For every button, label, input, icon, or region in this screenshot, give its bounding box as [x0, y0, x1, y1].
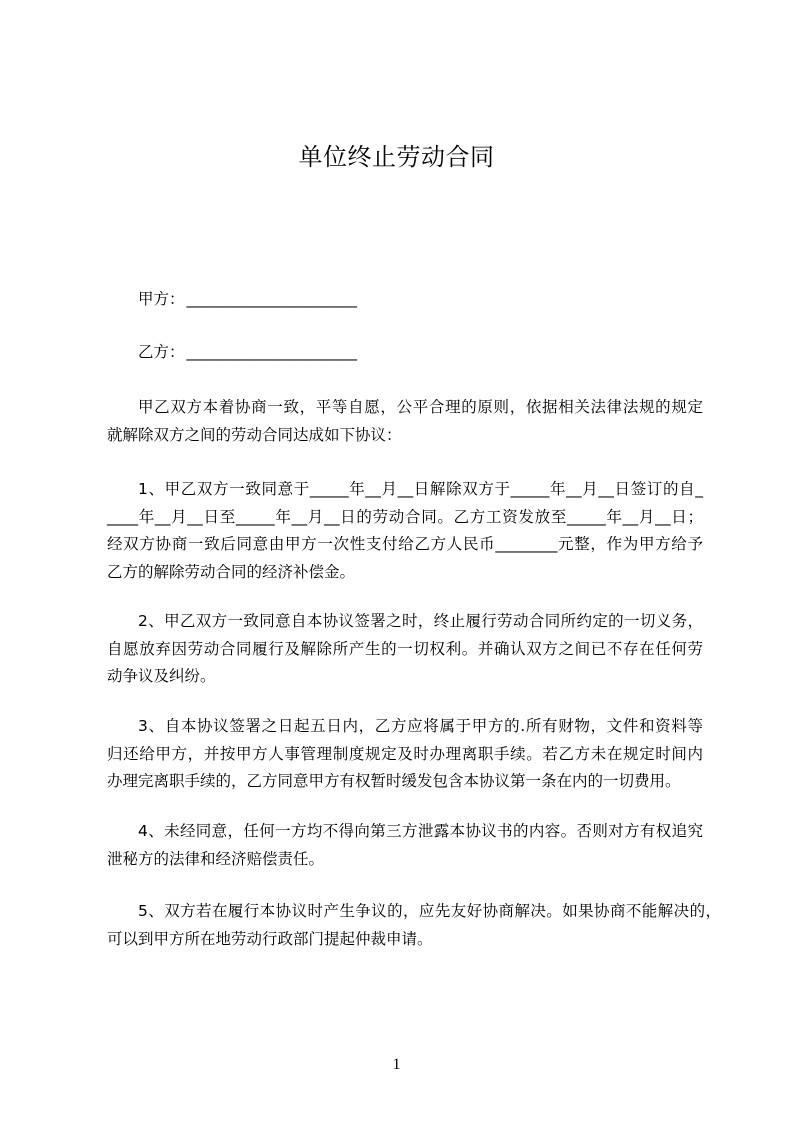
paragraph-line: 1、甲乙双方一致同意于_____年__月__日解除双方于_____年__月__日签订的自_ [138, 480, 703, 498]
intro-paragraph [107, 394, 703, 449]
paragraph-line: 泄秘方的法律和经济赔偿责任。 [107, 849, 325, 868]
party-b-label: 乙方： [138, 343, 185, 361]
paragraph-line: 甲乙双方本着协商一致，平等自愿，公平合理的原则，依据相关法律法规的规定 [138, 398, 703, 416]
paragraph-line: 2、甲乙双方一致同意自本协议签署之时，终止履行劳动合同所约定的一切义务， [138, 612, 703, 630]
clause-3-paragraph [107, 713, 703, 796]
party-b-line [138, 339, 357, 367]
paragraph-line: 乙方的解除劳动合同的经济补偿金。 [107, 562, 356, 581]
clause-2-paragraph [107, 608, 703, 691]
clause-4-paragraph [107, 818, 703, 873]
clause-1-paragraph [107, 476, 703, 586]
party-a-line [138, 286, 357, 314]
paragraph-line: 动争议及纠纷。 [107, 667, 216, 685]
paragraph-line: 可以到甲方所在地劳动行政部门提起仲裁申请。 [107, 929, 433, 948]
party-a-blank: ______________________ [186, 290, 358, 308]
paragraph-line: 自愿放弃因劳动合同履行及解除所产生的一切权利。并确认双方之间已不存在任何劳 [107, 639, 703, 658]
paragraph-line: 3、自本协议签署之日起五日内，乙方应将属于甲方的.所有财物，文件和资料等 [138, 717, 703, 735]
party-a-label: 甲方： [138, 290, 185, 308]
paragraph-line: ____年__月__日至_____年__月__日的劳动合同。乙方工资发放至_____年__月__日； [107, 507, 703, 526]
party-b-blank: ______________________ [186, 343, 358, 361]
page-number: 1 [392, 1056, 401, 1073]
paragraph-line: 就解除双方之间的劳动合同达成如下协议： [107, 425, 402, 444]
paragraph-line: 经双方协商一致后同意由甲方一次性支付给乙方人民币________元整，作为甲方给予 [107, 535, 703, 553]
document-title: 单位终止劳动合同 [298, 143, 495, 171]
paragraph-line: 5、双方若在履行本协议时产生争议的，应先友好协商解决。如果协商不能解决的， [138, 902, 721, 920]
paragraph-line: 4、未经同意，任何一方均不得向第三方泄露本协议书的内容。否则对方有权追究 [138, 822, 703, 840]
clause-5-paragraph [107, 898, 721, 953]
paragraph-line: 归还给甲方，并按甲方人事管理制度规定及时办理离职手续。若乙方未在规定时间内 [107, 744, 703, 763]
paragraph-line: 办理完离职手续的，乙方同意甲方有权暂时缓发包含本协议第一条在内的一切费用。 [107, 772, 681, 790]
